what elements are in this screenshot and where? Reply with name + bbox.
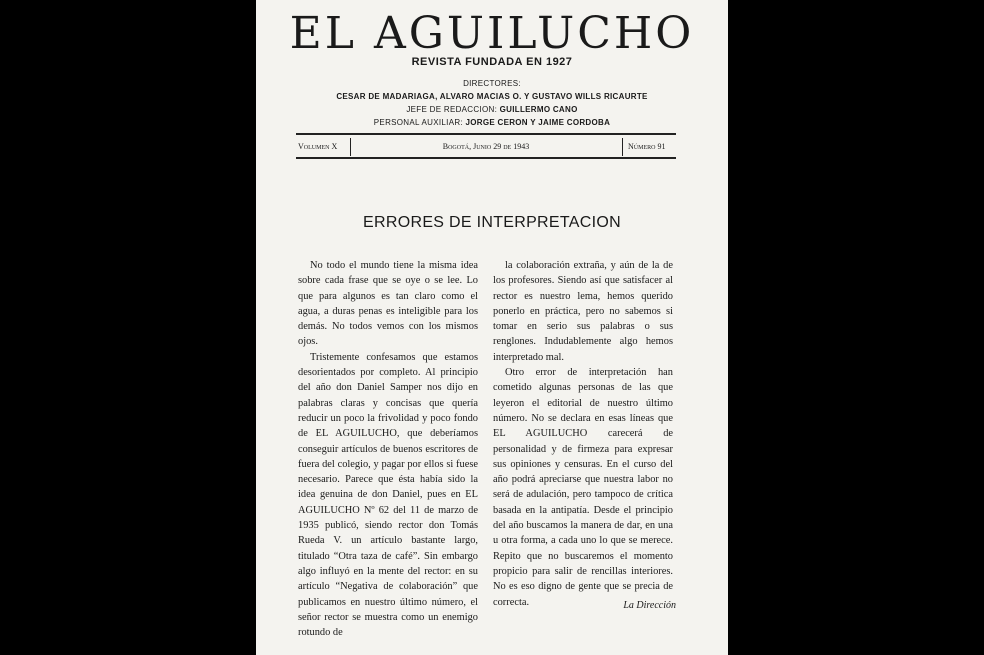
paragraph: No todo el mundo tiene la misma idea sobre cada frase que se oye o se lee. Lo que para algunos es tan claro como el agua, a duras penas es inteligible para los demás. No todos vemos con los mismos ojos. <box>298 260 478 348</box>
issue-place-date: Bogotá, Junio 29 de 1943 <box>442 142 530 151</box>
issue-number: Número 91 <box>628 142 666 151</box>
directors-names <box>256 92 728 101</box>
bottom-rule <box>296 157 676 159</box>
assistants-names: JORGE CERON Y JAIME CORDOBA <box>465 118 611 127</box>
editor-name: GUILLERMO CANO <box>499 105 578 114</box>
paragraph: Tristemente confesamos que estamos desorientados por completo. Al principio del año don Daniel Samper nos dijo en palabras claras y concisas que quería reducir un poco la frivolidad y poco fondo de EL AGUILUCHO, que deberíamos conseguir artículos de buenos escritores de fuera del colegio, y pagar por ellos si fuese necesario. Parece que ésta había sido la idea genuina de don Daniel, pues en EL AGUILUCHO Nº 62 del 11 de marzo de 1935 publicó, siendo rector don Tomás Rueda V. un artículo bastante largo, titulado “Otra taza de café”. Sin embargo algo influyó en la mente del rector: en su artículo “Negativa de colaboración” que publicamos en nuestro último número, el señor rector se muestra como un enemigo rotundo de <box>298 351 478 639</box>
issue-info-bar <box>296 138 676 156</box>
assistants-label: PERSONAL AUXILIAR: <box>373 118 463 127</box>
article-signature: La Dirección <box>623 600 676 611</box>
article-column-right <box>493 258 673 610</box>
editor-label: JEFE DE REDACCION: <box>406 105 498 114</box>
paragraph: la colaboración extraña, y aún de la de los profesores. Siendo así que satisfacer al rector es nuestro lema, hemos querido ponerlo en práctica, pero no sabemos si tomar en serio sus palabras o sus renglones. Indudablemente algo hemos interpretado mal. <box>493 260 673 363</box>
newspaper-page <box>256 0 728 655</box>
masthead-title: EL AGUILUCHO <box>289 8 695 59</box>
article-headline: ERRORES DE INTERPRETACION <box>363 214 621 231</box>
directors-label: DIRECTORES: <box>463 79 521 88</box>
top-rule <box>296 133 676 135</box>
issue-volume: Volumen X <box>298 142 338 151</box>
assistants-line <box>256 118 728 127</box>
info-divider <box>622 138 623 156</box>
article-column-left <box>298 258 478 640</box>
paragraph: Otro error de interpretación han cometido algunas personas de las que leyeron el editorial de nuestro último número. No se declara en esas líneas que EL AGUILUCHO carecerá de personalidad y de firmeza para expresar sus opiniones y censuras. En el curso del año podrá apreciarse que nuestra labor no será de adulación, pero tampoco de crítica basada en la antipatía. Desde el principio del año buscamos la manera de dar, en una u otra forma, a cada uno lo que se merece. Repito que no buscaremos el momento propicio para salir de rencillas interiores. No es eso digno de gente que se precia de correcta. <box>493 367 673 608</box>
editor-line <box>256 105 728 114</box>
masthead-subtitle: REVISTA FUNDADA EN 1927 <box>411 56 573 68</box>
directors-names-text: CESAR DE MADARIAGA, ALVARO MACIAS O. Y GUSTAVO WILLS RICAURTE <box>336 92 648 101</box>
